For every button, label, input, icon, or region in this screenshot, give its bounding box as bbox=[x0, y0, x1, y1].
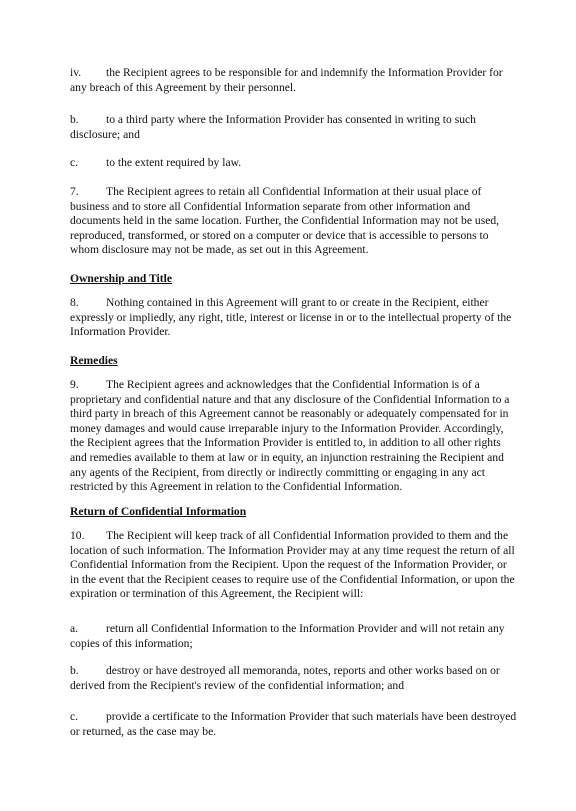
clause-b-destroy bbox=[70, 664, 518, 693]
clause-c-certificate bbox=[70, 710, 518, 739]
clause-text: The Recipient will keep track of all Confidential Information provided to them and the location of such information. The Information Provider may at any time request the return of all Confidential Information from the Recipient. Upon the request of the Information Provider, or in the event that the Recipient ceases to require use of the Confidential Information, or upon the expiration or termination of this Agreement, the Recipient will: bbox=[70, 529, 515, 601]
clause-number: c. bbox=[70, 710, 79, 723]
clause-text: the Recipient agrees to be responsible for and indemnify the Information Provider for any breach of this Agreement by their personnel. bbox=[70, 66, 503, 94]
clause-number: b. bbox=[70, 664, 79, 677]
clause-9 bbox=[70, 378, 518, 495]
clause-iv bbox=[70, 66, 518, 95]
clause-number: 9. bbox=[70, 378, 79, 391]
clause-number: 10. bbox=[70, 529, 85, 542]
clause-text: provide a certificate to the Information Provider that such materials have been destroyed or returned, as the case may be. bbox=[70, 710, 517, 738]
clause-number: c. bbox=[70, 156, 79, 169]
clause-text: The Recipient agrees and acknowledges that the Confidential Information is of a proprietary and confidential nature and that any disclosure of the Confidential Information to a third party in breach of this Agreement cannot be reasonably or adequately compensated for in money damages and would cause irreparable injury to the Information Provider. Accordingly, the Recipient agrees that the Information Provider is entitled to, in addition to all other rights and remedies available to them at law or in equity, an injunction restraining the Recipient and any agents of the Recipient, from directly or indirectly committing or engaging in any act restricted by this Agreement in relation to the Confidential Information. bbox=[70, 378, 510, 494]
clause-number: iv. bbox=[70, 66, 82, 79]
clause-text: return all Confidential Information to the Information Provider and will not retain any copies of this information; bbox=[70, 622, 505, 650]
clause-text: destroy or have destroyed all memoranda, notes, reports and other works based on or derived from the Recipient's review of the confidential information; and bbox=[70, 664, 500, 692]
clause-number: a. bbox=[70, 622, 79, 635]
heading-return-of-confidential-information: Return of Confidential Information bbox=[70, 505, 247, 518]
clause-text: The Recipient agrees to retain all Confidential Information at their usual place of business and to store all Confidential Information separate from other information and documents held in the same location. Further, the Confidential Information may not be used, reproduced, transformed, or stored on a computer or device that is accessible to persons to whom disclosure may not be made, as set out in this Agreement. bbox=[70, 185, 500, 257]
heading-remedies: Remedies bbox=[70, 354, 118, 367]
clause-number: 8. bbox=[70, 296, 79, 309]
clause-text: Nothing contained in this Agreement will grant to or create in the Recipient, either expressly or impliedly, any right, title, interest or license in or to the intellectual property of the Information Provider. bbox=[70, 296, 512, 339]
clause-8 bbox=[70, 296, 518, 340]
clause-number: b. bbox=[70, 113, 79, 126]
clause-c-required-by-law bbox=[70, 156, 518, 171]
heading-ownership-and-title: Ownership and Title bbox=[70, 272, 173, 285]
clause-number: 7. bbox=[70, 185, 79, 198]
clause-10 bbox=[70, 529, 518, 602]
clause-text: to the extent required by law. bbox=[106, 156, 242, 169]
clause-7 bbox=[70, 185, 518, 258]
clause-b-third-party bbox=[70, 113, 518, 142]
clause-text: to a third party where the Information Provider has consented in writing to such disclosure; and bbox=[70, 113, 476, 141]
clause-a-return bbox=[70, 622, 518, 651]
